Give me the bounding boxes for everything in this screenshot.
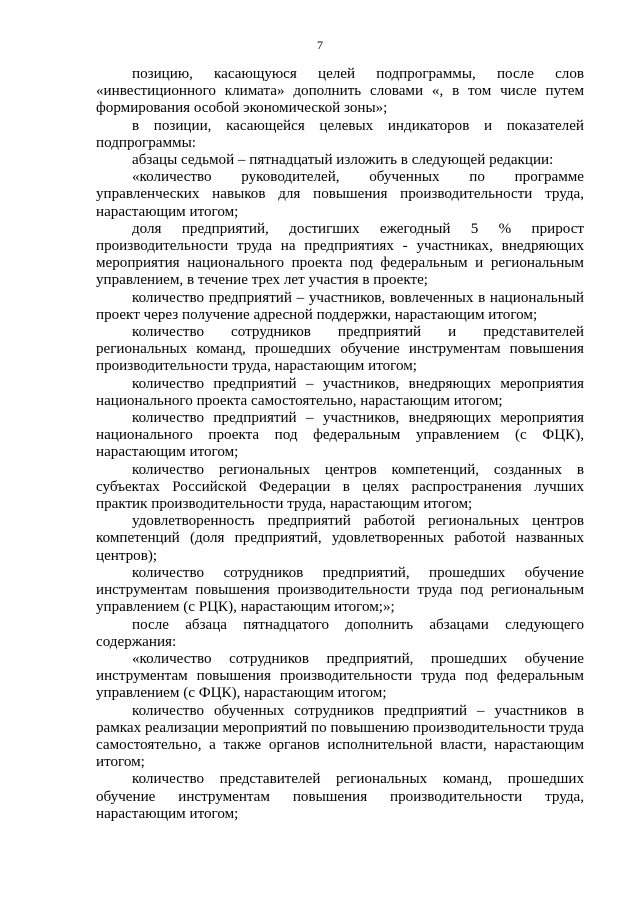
paragraph-enterprises-fck: количество предприятий – участников, внедряющих мероприятия национального проекта под федеральным управлением (с ФЦК), нарастающим итогом; xyxy=(96,410,584,461)
paragraph-indicators-position: в позиции, касающейся целевых индикаторов и показателей подпрограммы: xyxy=(96,117,584,151)
document-body xyxy=(96,66,584,823)
paragraph-productivity-growth-share: доля предприятий, достигших ежегодный 5 % прирост производительности труда на предприятиях - участниках, внедряющих мероприятия национального проекта под федеральным и региональным управлением, в течение трех лет участия в проекте; xyxy=(96,220,584,289)
paragraph-after-fifteenth: после абзаца пятнадцатого дополнить абзацами следующего содержания: xyxy=(96,616,584,650)
paragraph-enterprises-independent: количество предприятий – участников, внедряющих мероприятия национального проекта самостоятельно, нарастающим итогом; xyxy=(96,375,584,409)
paragraph-regional-teams-trained: количество представителей региональных команд, прошедших обучение инструментам повышения производительности труда, нарастающим итогом; xyxy=(96,771,584,822)
paragraph-trained-independent: количество обученных сотрудников предприятий – участников в рамках реализации мероприятий по повышению производительности труда самостоятельно, а также органов исполнительной власти, нарастающим итогом; xyxy=(96,702,584,771)
paragraph-satisfaction: удовлетворенность предприятий работой региональных центров компетенций (доля предприятий, удовлетворенных работой названных центров); xyxy=(96,513,584,564)
paragraph-regional-centers: количество региональных центров компетенций, созданных в субъектах Российской Федерации в целях распространения лучших практик производительности труда, нарастающим итогом; xyxy=(96,461,584,513)
paragraph-employees-trained: количество сотрудников предприятий и представителей региональных команд, прошедших обучение инструментам повышения производительности труда, нарастающим итогом; xyxy=(96,324,584,375)
paragraph-goals: позицию, касающуюся целей подпрограммы, после слов «инвестиционного климата» дополнить словами «, в том числе путем формирования особой экономической зоны»; xyxy=(96,66,584,117)
paragraph-seventh-fifteenth: абзацы седьмой – пятнадцатый изложить в следующей редакции: xyxy=(132,152,554,169)
page-number: 7 xyxy=(317,38,323,52)
paragraph-managers-trained: «количество руководителей, обученных по программе управленческих навыков для повышения производительности труда, нарастающим итогом; xyxy=(96,169,584,220)
paragraph-employees-fck: «количество сотрудников предприятий, прошедших обучение инструментам повышения производительности труда под федеральным управлением (с ФЦК), нарастающим итогом; xyxy=(96,650,584,702)
paragraph-enterprises-involved: количество предприятий – участников, вовлеченных в национальный проект через получение адресной поддержки, нарастающим итогом; xyxy=(96,289,584,323)
paragraph-employees-rck: количество сотрудников предприятий, прошедших обучение инструментам повышения производительности труда под региональным управлением (с РЦК), нарастающим итогом;»; xyxy=(96,564,584,616)
